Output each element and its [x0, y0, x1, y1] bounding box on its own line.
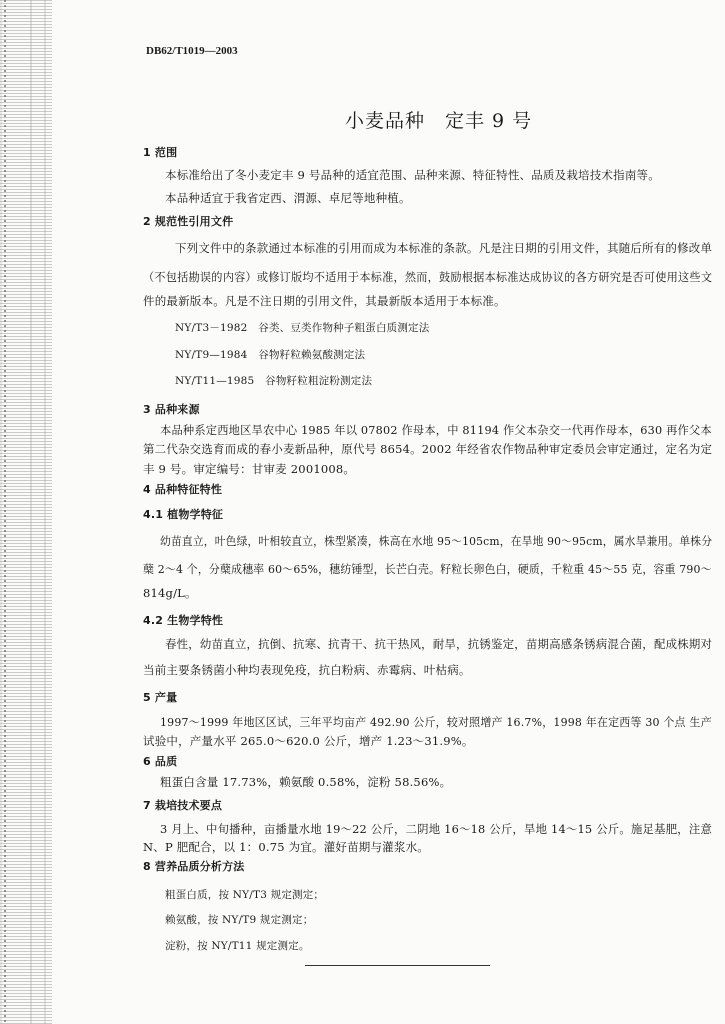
body-line: 本品种系定西地区旱农中心 1985 年以 07802 作母本，中 81194 作父本杂交一代再作母本，630 再作父本: [160, 423, 712, 437]
end-rule: [305, 965, 490, 967]
body-line: 幼苗直立，叶色绿，叶相较直立，株型紧凑，株高在水地 95～105cm，在旱地 90～95cm，属水旱兼用。单株分: [160, 534, 713, 548]
reference-item: NY/T3－1982 谷类、豆类作物种子粗蛋白质测定法: [175, 322, 430, 334]
section-heading: 8 营养品质分析方法: [143, 860, 245, 873]
scan-edge-line: [4, 0, 6, 1024]
body-line: 试验中，产量水平 265.0～620.0 公斤，增产 1.23～31.9%。: [143, 734, 474, 748]
section-heading: 5 产量: [143, 691, 178, 704]
body-line: 粗蛋白含量 17.73%，赖氨酸 0.58%，淀粉 58.56%。: [160, 775, 452, 789]
section-heading: 7 栽培技术要点: [143, 799, 223, 812]
body-line: 赖氨酸，按 NY/T9 规定测定；: [165, 914, 314, 926]
body-line: 当前主要条锈菌小种均表现免疫，抗白粉病、赤霉病、叶枯病。: [143, 663, 471, 677]
body-line: 件的最新版本。凡是不注日期的引用文件，其最新版本适用于本标准。: [143, 294, 506, 308]
body-line: N、P 肥配合，以 1：0.75 为宜。灌好苗期与灌浆水。: [143, 840, 429, 854]
body-line: 814g/L。: [143, 586, 197, 600]
subsection-heading: 4.1 植物学特征: [143, 508, 224, 521]
body-line: 粗蛋白质，按 NY/T3 规定测定；: [165, 889, 325, 901]
section-heading: 6 品质: [143, 755, 178, 768]
body-line: （不包括勘误的内容）或修订版均不适用于本标准，然而，鼓励根据本标准达成协议的各方研究是否可使用这些文: [143, 270, 713, 284]
reference-item: NY/T11—1985 谷物籽粒粗淀粉测定法: [175, 375, 373, 387]
body-line: 本品种适宜于我省定西、渭源、卓尼等地种植。: [165, 191, 411, 205]
section-heading: 3 品种来源: [143, 403, 200, 416]
body-line: 1997～1999 年地区区试，三年平均亩产 492.90 公斤，较对照增产 16.7%，1998 年在定西等 30 个点 生产: [160, 715, 712, 729]
body-line: 丰 9 号。审定编号：甘审麦 2001008。: [143, 462, 356, 476]
body-line: 本标准给出了冬小麦定丰 9 号品种的适宜范围、品种来源、特征特性、品质及栽培技术指南等。: [165, 168, 660, 182]
section-heading: 1 范围: [143, 146, 178, 159]
body-line: 蘖 2～4 个，分蘖成穗率 60～65%，穗纺锤型，长芒白壳。籽粒长卵色白，硬质，千粒重 45～55 克，容重 790～: [143, 562, 712, 576]
body-line: 春性，幼苗直立，抗倒、抗寒、抗青干、抗干热风，耐旱，抗锈鉴定，苗期高感条锈病混合菌，配成株期对: [165, 637, 713, 651]
document-title: 小麦品种 定丰 9 号: [345, 110, 533, 132]
body-line: 3 月上、中旬播种，亩播量水地 19～22 公斤，二阴地 16～18 公斤，旱地 14～15 公斤。施足基肥，注意: [160, 822, 713, 836]
subsection-heading: 4.2 生物学特性: [143, 614, 224, 627]
body-line: 下列文件中的条款通过本标准的引用而成为本标准的条款。凡是注日期的引用文件，其随后所有的修改单: [175, 241, 713, 255]
body-line: 淀粉，按 NY/T11 规定测定。: [165, 940, 310, 952]
scan-edge: [0, 0, 52, 1024]
section-heading: 4 品种特征特性: [143, 483, 223, 496]
section-heading: 2 规范性引用文件: [143, 215, 234, 228]
standard-code: DB62/T1019—2003: [146, 45, 238, 57]
reference-item: NY/T9—1984 谷物籽粒赖氨酸测定法: [175, 349, 366, 361]
body-line: 第二代杂交选育而成的春小麦新品种，原代号 8654。2002 年经省农作物品种审定委员会审定通过，定名为定: [143, 442, 713, 456]
